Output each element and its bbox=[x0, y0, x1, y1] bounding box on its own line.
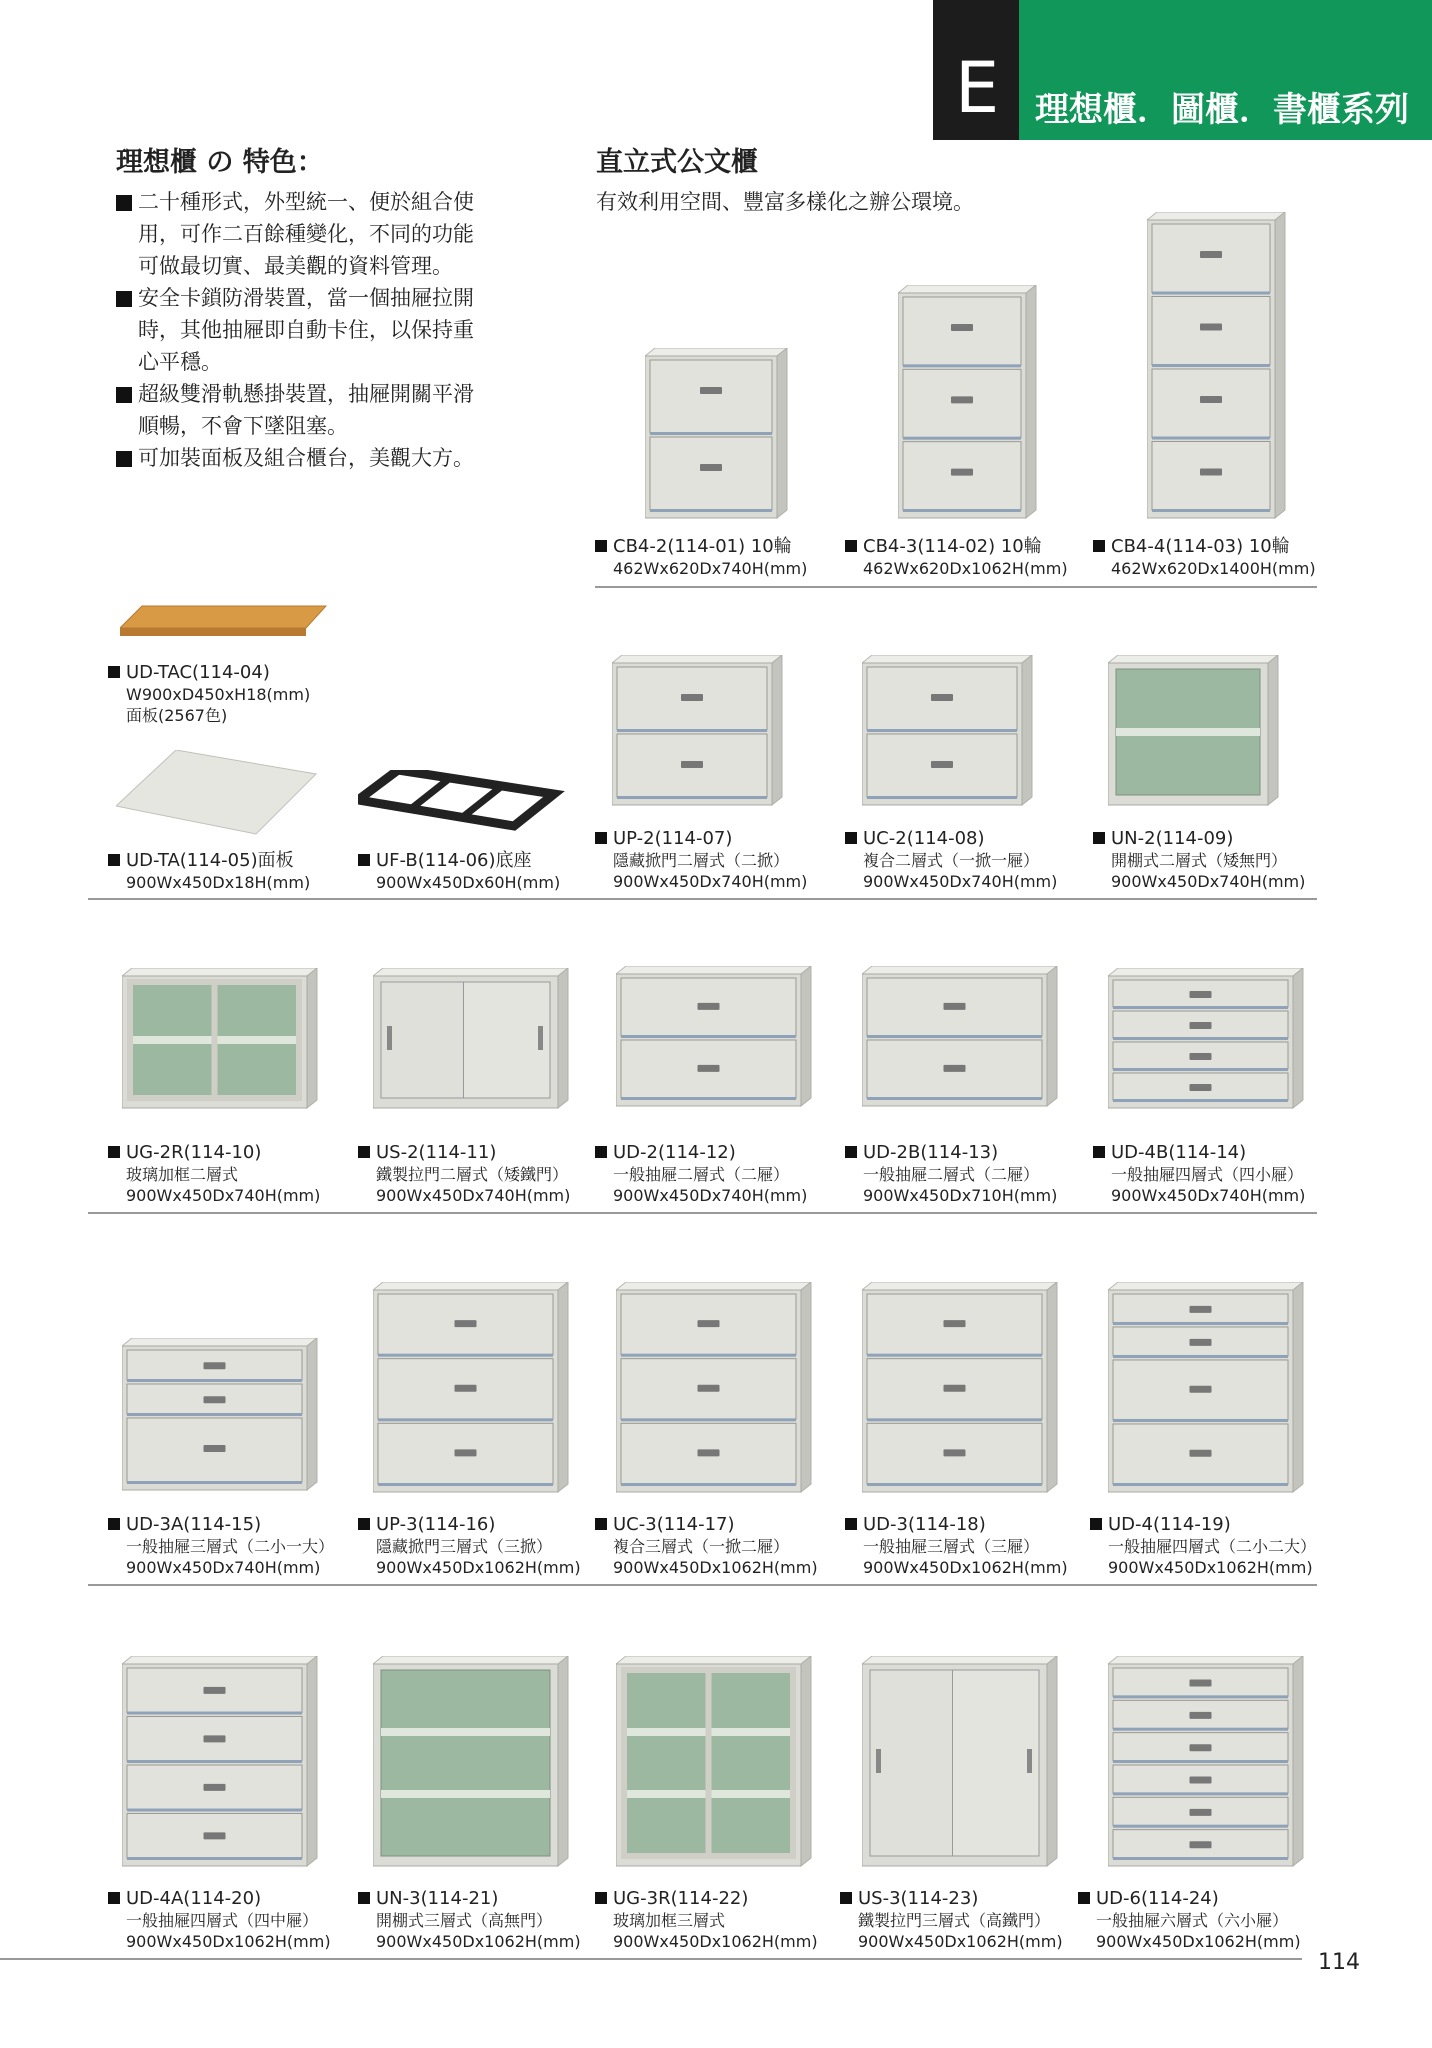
bullet-square-icon bbox=[595, 1146, 607, 1158]
product-code: UD-TA(114-05)面板 bbox=[126, 850, 294, 871]
row-divider bbox=[88, 1584, 1317, 1586]
cabinet-image bbox=[862, 1282, 1061, 1506]
bullet-square-icon bbox=[845, 540, 857, 552]
drawer-handle-icon bbox=[681, 694, 703, 701]
product-code: UD-6(114-24) bbox=[1096, 1888, 1219, 1909]
product-desc: 複合三層式（一掀二屜） bbox=[613, 1537, 790, 1556]
bullet-square-icon bbox=[845, 1146, 857, 1158]
drawer-handle-icon bbox=[944, 1065, 966, 1072]
product-desc: 鐵製拉門三層式（高鐵門） bbox=[858, 1911, 1051, 1930]
product-dims: 462Wx620Dx1400H(mm) bbox=[1111, 559, 1316, 578]
drawer-handle-icon bbox=[1190, 1744, 1212, 1751]
bullet-square-icon bbox=[595, 1518, 607, 1530]
product-desc: 玻璃加框三層式 bbox=[613, 1911, 726, 1930]
product-label bbox=[358, 1514, 581, 1578]
feature-text: 安全卡鎖防滑裝置，當一個抽屜拉開時，其他抽屜即自動卡住，以保持重心平穩。 bbox=[138, 286, 474, 374]
product-desc: 一般抽屜二層式（二屜） bbox=[863, 1165, 1040, 1184]
product-code: UD-2B(114-13) bbox=[863, 1142, 999, 1163]
product-label bbox=[358, 1888, 581, 1952]
drawer-handle-icon bbox=[944, 1385, 966, 1392]
product-label bbox=[595, 536, 807, 579]
product-code: UP-3(114-16) bbox=[376, 1514, 496, 1535]
section-title: 直立式公文櫃 bbox=[596, 147, 758, 178]
product-desc: 玻璃加框二層式 bbox=[126, 1165, 239, 1184]
product-label bbox=[358, 1142, 570, 1206]
drawer-handle-icon bbox=[1190, 1680, 1212, 1687]
drawer-handle-icon bbox=[951, 396, 973, 403]
product-label bbox=[1093, 1142, 1305, 1206]
cabinet-image bbox=[122, 968, 321, 1122]
cabinet-image bbox=[1108, 1282, 1307, 1506]
product-dims: 900Wx450Dx740H(mm) bbox=[613, 1186, 808, 1205]
row-divider bbox=[88, 898, 1317, 900]
drawer-handle-icon bbox=[204, 1445, 226, 1452]
cabinet-image bbox=[862, 1656, 1061, 1880]
product-dims: 462Wx620Dx740H(mm) bbox=[613, 559, 808, 578]
drawer-handle-icon bbox=[204, 1832, 226, 1839]
product-dims: 900Wx450Dx740H(mm) bbox=[1111, 872, 1306, 891]
product-code: UF-B(114-06)底座 bbox=[376, 850, 532, 871]
drawer-handle-icon bbox=[1190, 1339, 1212, 1346]
drawer-handle-icon bbox=[204, 1735, 226, 1742]
product-dims: 900Wx450Dx710H(mm) bbox=[863, 1186, 1058, 1205]
product-label bbox=[1078, 1888, 1301, 1952]
product-label bbox=[1093, 828, 1305, 892]
product-label bbox=[595, 1888, 818, 1952]
product-code: UD-TAC(114-04) bbox=[126, 662, 270, 683]
drawer-handle-icon bbox=[698, 1003, 720, 1010]
section-subtitle: 有效利用空間、豐富多樣化之辦公環境。 bbox=[596, 190, 974, 214]
cabinet-image bbox=[373, 968, 572, 1122]
product-desc: 一般抽屜六層式（六小屜） bbox=[1096, 1911, 1289, 1930]
wood-top-panel-image bbox=[120, 604, 344, 654]
bullet-square-icon bbox=[116, 451, 132, 467]
product-desc: 複合二層式（一掀一屜） bbox=[863, 851, 1040, 870]
drawer-handle-icon bbox=[931, 761, 953, 768]
product-label bbox=[845, 536, 1068, 579]
header-section-letter: E bbox=[955, 47, 1000, 129]
drawer-handle-icon bbox=[455, 1320, 477, 1327]
row-divider bbox=[595, 586, 1317, 588]
product-label bbox=[845, 1142, 1057, 1206]
feature-item bbox=[116, 282, 476, 378]
product-code: CB4-4(114-03) 10輪 bbox=[1111, 536, 1290, 557]
features-list bbox=[116, 186, 476, 474]
product-code: UD-4B(114-14) bbox=[1111, 1142, 1247, 1163]
cabinet-image bbox=[1147, 212, 1289, 532]
product-note: 面板(2567色) bbox=[126, 706, 228, 725]
product-desc: 隱藏掀門三層式（三掀） bbox=[376, 1537, 553, 1556]
drawer-handle-icon bbox=[944, 1449, 966, 1456]
bullet-square-icon bbox=[1093, 540, 1105, 552]
bullet-square-icon bbox=[595, 1892, 607, 1904]
drawer-handle-icon bbox=[1200, 396, 1222, 403]
cabinet-image bbox=[898, 285, 1040, 532]
product-code: UG-2R(114-10) bbox=[126, 1142, 262, 1163]
drawer-handle-icon bbox=[1190, 1084, 1212, 1091]
product-label bbox=[1093, 536, 1316, 579]
drawer-handle-icon bbox=[204, 1784, 226, 1791]
bullet-square-icon bbox=[116, 387, 132, 403]
product-dims: 900Wx450Dx1062H(mm) bbox=[863, 1558, 1068, 1577]
product-dims: 900Wx450Dx1062H(mm) bbox=[613, 1558, 818, 1577]
bullet-square-icon bbox=[595, 832, 607, 844]
product-dims: 900Wx450Dx1062H(mm) bbox=[126, 1932, 331, 1951]
product-dims: 900Wx450Dx740H(mm) bbox=[1111, 1186, 1306, 1205]
product-code: UD-3(114-18) bbox=[863, 1514, 986, 1535]
header-title: 理想櫃．圖櫃．書櫃系列 bbox=[1035, 90, 1409, 130]
bullet-square-icon bbox=[108, 1518, 120, 1530]
bullet-square-icon bbox=[108, 1892, 120, 1904]
product-label bbox=[108, 1888, 331, 1952]
product-desc: 開棚式三層式（高無門） bbox=[376, 1911, 553, 1930]
top-panel-image bbox=[116, 750, 335, 854]
product-code: US-3(114-23) bbox=[858, 1888, 979, 1909]
product-dims: W900xD450xH18(mm) bbox=[126, 685, 311, 704]
bullet-square-icon bbox=[1093, 1146, 1105, 1158]
product-label bbox=[358, 850, 560, 893]
drawer-handle-icon bbox=[944, 1320, 966, 1327]
drawer-handle-icon bbox=[1190, 1022, 1212, 1029]
bullet-square-icon bbox=[116, 291, 132, 307]
cabinet-image bbox=[616, 1656, 815, 1880]
bullet-square-icon bbox=[358, 1892, 370, 1904]
product-label bbox=[595, 1514, 818, 1578]
product-dims: 900Wx450Dx740H(mm) bbox=[863, 872, 1058, 891]
cabinet-image bbox=[612, 655, 786, 819]
bullet-square-icon bbox=[116, 195, 132, 211]
bullet-square-icon bbox=[108, 1146, 120, 1158]
product-code: UD-4A(114-20) bbox=[126, 1888, 262, 1909]
features-title: 理想櫃 の 特色： bbox=[116, 147, 324, 178]
base-frame-image bbox=[358, 770, 572, 854]
drawer-handle-icon bbox=[951, 469, 973, 476]
cabinet-image bbox=[1108, 655, 1282, 819]
cabinet-image bbox=[373, 1656, 572, 1880]
drawer-handle-icon bbox=[1190, 1712, 1212, 1719]
product-dims: 900Wx450Dx740H(mm) bbox=[126, 1558, 321, 1577]
product-code: UD-2(114-12) bbox=[613, 1142, 736, 1163]
product-code: US-2(114-11) bbox=[376, 1142, 497, 1163]
drawer-handle-icon bbox=[204, 1396, 226, 1403]
drawer-handle-icon bbox=[931, 694, 953, 701]
cabinet-image bbox=[1108, 968, 1307, 1122]
product-label bbox=[108, 662, 310, 726]
product-dims: 900Wx450Dx18H(mm) bbox=[126, 873, 311, 892]
product-code: UP-2(114-07) bbox=[613, 828, 733, 849]
product-dims: 900Wx450Dx1062H(mm) bbox=[858, 1932, 1063, 1951]
bullet-square-icon bbox=[1093, 832, 1105, 844]
drawer-handle-icon bbox=[700, 464, 722, 471]
drawer-handle-icon bbox=[698, 1065, 720, 1072]
product-dims: 462Wx620Dx1062H(mm) bbox=[863, 559, 1068, 578]
drawer-handle-icon bbox=[944, 1003, 966, 1010]
drawer-handle-icon bbox=[1190, 1306, 1212, 1313]
cabinet-image bbox=[122, 1338, 321, 1504]
drawer-handle-icon bbox=[700, 387, 722, 394]
feature-text: 二十種形式，外型統一、便於組合使用，可作二百餘種變化，不同的功能可做最切實、最美觀的資料管理。 bbox=[138, 190, 474, 278]
bullet-square-icon bbox=[358, 1146, 370, 1158]
bullet-square-icon bbox=[108, 854, 120, 866]
drawer-handle-icon bbox=[1200, 251, 1222, 258]
drawer-handle-icon bbox=[204, 1687, 226, 1694]
product-dims: 900Wx450Dx740H(mm) bbox=[613, 872, 808, 891]
product-label bbox=[595, 828, 807, 892]
drawer-handle-icon bbox=[698, 1320, 720, 1327]
bullet-square-icon bbox=[358, 1518, 370, 1530]
drawer-handle-icon bbox=[698, 1449, 720, 1456]
product-code: UN-2(114-09) bbox=[1111, 828, 1234, 849]
product-code: UC-2(114-08) bbox=[863, 828, 985, 849]
drawer-handle-icon bbox=[204, 1362, 226, 1369]
product-label bbox=[108, 850, 310, 893]
cabinet-image bbox=[616, 966, 815, 1120]
product-dims: 900Wx450Dx740H(mm) bbox=[126, 1186, 321, 1205]
product-dims: 900Wx450Dx1062H(mm) bbox=[376, 1558, 581, 1577]
drawer-handle-icon bbox=[698, 1385, 720, 1392]
product-desc: 一般抽屜三層式（二小一大） bbox=[126, 1537, 335, 1556]
cabinet-image bbox=[122, 1656, 321, 1880]
product-label bbox=[1090, 1514, 1316, 1578]
product-code: UG-3R(114-22) bbox=[613, 1888, 749, 1909]
row-divider bbox=[88, 1212, 1317, 1214]
cabinet-image bbox=[862, 966, 1061, 1120]
product-code: CB4-3(114-02) 10輪 bbox=[863, 536, 1042, 557]
cabinet-image bbox=[616, 1282, 815, 1506]
drawer-handle-icon bbox=[1190, 1450, 1212, 1457]
bullet-square-icon bbox=[108, 666, 120, 678]
product-code: UC-3(114-17) bbox=[613, 1514, 735, 1535]
product-desc: 一般抽屜四層式（四中屜） bbox=[126, 1911, 319, 1930]
product-code: UN-3(114-21) bbox=[376, 1888, 499, 1909]
product-label bbox=[108, 1142, 320, 1206]
feature-item bbox=[116, 442, 476, 474]
product-desc: 一般抽屜四層式（四小屜） bbox=[1111, 1165, 1304, 1184]
product-label bbox=[595, 1142, 807, 1206]
product-dims: 900Wx450Dx740H(mm) bbox=[376, 1186, 571, 1205]
cabinet-image bbox=[645, 348, 791, 532]
drawer-handle-icon bbox=[1190, 991, 1212, 998]
product-label bbox=[845, 1514, 1068, 1578]
product-desc: 一般抽屜二層式（二屜） bbox=[613, 1165, 790, 1184]
bullet-square-icon bbox=[845, 1518, 857, 1530]
cabinet-image bbox=[1108, 1656, 1307, 1880]
drawer-handle-icon bbox=[951, 324, 973, 331]
product-label bbox=[845, 828, 1057, 892]
bullet-square-icon bbox=[845, 832, 857, 844]
drawer-handle-icon bbox=[1190, 1841, 1212, 1848]
product-label bbox=[108, 1514, 334, 1578]
product-desc: 隱藏掀門二層式（二掀） bbox=[613, 851, 790, 870]
bullet-square-icon bbox=[1090, 1518, 1102, 1530]
drawer-handle-icon bbox=[1200, 324, 1222, 331]
product-desc: 一般抽屜三層式（三屜） bbox=[863, 1537, 1040, 1556]
drawer-handle-icon bbox=[1190, 1386, 1212, 1393]
product-desc: 開棚式二層式（矮無門） bbox=[1111, 851, 1288, 870]
product-dims: 900Wx450Dx1062H(mm) bbox=[376, 1932, 581, 1951]
bullet-square-icon bbox=[358, 854, 370, 866]
cabinet-image bbox=[862, 655, 1036, 819]
drawer-handle-icon bbox=[455, 1449, 477, 1456]
drawer-handle-icon bbox=[1190, 1777, 1212, 1784]
product-dims: 900Wx450Dx1062H(mm) bbox=[613, 1932, 818, 1951]
feature-item bbox=[116, 186, 476, 282]
feature-text: 超級雙滑軌懸掛裝置，抽屜開關平滑順暢，不會下墜阻塞。 bbox=[138, 382, 474, 438]
product-code: UD-3A(114-15) bbox=[126, 1514, 262, 1535]
bullet-square-icon bbox=[595, 540, 607, 552]
drawer-handle-icon bbox=[1200, 469, 1222, 476]
bullet-square-icon bbox=[840, 1892, 852, 1904]
product-dims: 900Wx450Dx1062H(mm) bbox=[1108, 1558, 1313, 1577]
product-code: UD-4(114-19) bbox=[1108, 1514, 1231, 1535]
cabinet-image bbox=[373, 1282, 572, 1506]
product-dims: 900Wx450Dx1062H(mm) bbox=[1096, 1932, 1301, 1951]
product-code: CB4-2(114-01) 10輪 bbox=[613, 536, 792, 557]
drawer-handle-icon bbox=[1190, 1809, 1212, 1816]
product-label bbox=[840, 1888, 1063, 1952]
drawer-handle-icon bbox=[455, 1385, 477, 1392]
drawer-handle-icon bbox=[1190, 1053, 1212, 1060]
product-desc: 鐵製拉門二層式（矮鐵門） bbox=[376, 1165, 569, 1184]
page-bottom-rule bbox=[0, 1958, 1302, 1960]
drawer-handle-icon bbox=[681, 761, 703, 768]
feature-item bbox=[116, 378, 476, 442]
product-desc: 一般抽屜四層式（二小二大） bbox=[1108, 1537, 1317, 1556]
page-number: 114 bbox=[1318, 1950, 1360, 1975]
bullet-square-icon bbox=[1078, 1892, 1090, 1904]
product-dims: 900Wx450Dx60H(mm) bbox=[376, 873, 561, 892]
feature-text: 可加裝面板及組合櫃台，美觀大方。 bbox=[138, 446, 474, 470]
